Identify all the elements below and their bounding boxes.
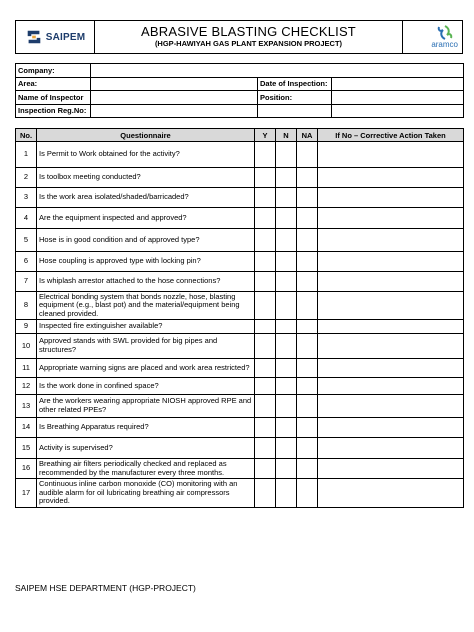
row-question: Are the equipment inspected and approved? [37,208,255,229]
no-checkbox-cell[interactable] [276,395,297,418]
no-checkbox-cell[interactable] [276,320,297,334]
na-checkbox-cell[interactable] [297,188,318,208]
yes-checkbox-cell[interactable] [255,395,276,418]
corrective-action-field[interactable] [318,479,464,508]
row-number: 6 [16,252,37,272]
questionnaire-body [16,142,464,508]
row-question: Electrical bonding system that bonds nozzle, hose, blasting equipment (e.g., blast pot) and the material/equipment being cleaned provided. [37,292,255,320]
corrective-action-field[interactable] [318,229,464,252]
col-y-header: Y [255,129,276,142]
yes-checkbox-cell[interactable] [255,320,276,334]
table-row [16,229,464,252]
inspector-field[interactable] [91,91,258,105]
document-header [15,20,463,54]
yes-checkbox-cell[interactable] [255,168,276,188]
no-checkbox-cell[interactable] [276,168,297,188]
na-checkbox-cell[interactable] [297,272,318,292]
yes-checkbox-cell[interactable] [255,229,276,252]
date-field[interactable] [332,77,464,91]
yes-checkbox-cell[interactable] [255,292,276,320]
row-number: 14 [16,418,37,438]
corrective-action-field[interactable] [318,188,464,208]
no-checkbox-cell[interactable] [276,252,297,272]
na-checkbox-cell[interactable] [297,320,318,334]
corrective-action-field[interactable] [318,334,464,359]
corrective-action-field[interactable] [318,438,464,459]
table-row [16,395,464,418]
corrective-action-field[interactable] [318,252,464,272]
row-number: 1 [16,142,37,168]
table-row [16,320,464,334]
row-number: 15 [16,438,37,459]
no-checkbox-cell[interactable] [276,208,297,229]
row-number: 13 [16,395,37,418]
inspector-row [16,91,464,105]
table-row [16,438,464,459]
title-block [95,21,402,53]
yes-checkbox-cell[interactable] [255,418,276,438]
no-checkbox-cell[interactable] [276,378,297,395]
na-checkbox-cell[interactable] [297,142,318,168]
corrective-action-field[interactable] [318,208,464,229]
row-question: Is whiplash arrestor attached to the hose connections? [37,272,255,292]
company-row [16,64,464,78]
na-checkbox-cell[interactable] [297,479,318,508]
blank-cell [332,104,464,118]
row-question: Inspected fire extinguisher available? [37,320,255,334]
row-number: 17 [16,479,37,508]
reg-field[interactable] [91,104,258,118]
table-row [16,168,464,188]
na-checkbox-cell[interactable] [297,252,318,272]
row-number: 11 [16,359,37,378]
area-field[interactable] [91,77,258,91]
no-checkbox-cell[interactable] [276,359,297,378]
table-row [16,272,464,292]
row-number: 7 [16,272,37,292]
corrective-action-field[interactable] [318,272,464,292]
row-question: Approved stands with SWL provided for big pipes and structures? [37,334,255,359]
row-number: 12 [16,378,37,395]
table-row [16,252,464,272]
company-field[interactable] [91,64,464,78]
yes-checkbox-cell[interactable] [255,438,276,459]
date-label: Date of Inspection: [258,77,332,91]
col-n-header: N [276,129,297,142]
na-checkbox-cell[interactable] [297,395,318,418]
no-checkbox-cell[interactable] [276,272,297,292]
position-label: Position: [258,91,332,105]
row-question: Continuous inline carbon monoxide (CO) monitoring with an audible alarm for oil lubricating breathing air compressors provided. [37,479,255,508]
no-checkbox-cell[interactable] [276,334,297,359]
document-title: ABRASIVE BLASTING CHECKLIST [141,24,356,39]
na-checkbox-cell[interactable] [297,359,318,378]
row-question: Is toolbox meeting conducted? [37,168,255,188]
corrective-action-field[interactable] [318,459,464,479]
no-checkbox-cell[interactable] [276,438,297,459]
row-question: Activity is supervised? [37,438,255,459]
row-number: 2 [16,168,37,188]
yes-checkbox-cell[interactable] [255,142,276,168]
yes-checkbox-cell[interactable] [255,252,276,272]
corrective-action-field[interactable] [318,168,464,188]
col-question-header: Questionnaire [37,129,255,142]
row-question: Is the work done in confined space? [37,378,255,395]
row-question: Is Breathing Apparatus required? [37,418,255,438]
row-number: 5 [16,229,37,252]
row-question: Breathing air filters periodically checked and replaced as recommended by the manufacturer every three months. [37,459,255,479]
col-na-header: NA [297,129,318,142]
na-checkbox-cell[interactable] [297,229,318,252]
row-question: Is the work area isolated/shaded/barricaded? [37,188,255,208]
row-question: Appropriate warning signs are placed and work area restricted? [37,359,255,378]
questionnaire-table [15,128,464,508]
table-row [16,142,464,168]
aramco-logo-text: aramco [431,40,458,49]
na-checkbox-cell[interactable] [297,418,318,438]
yes-checkbox-cell[interactable] [255,334,276,359]
row-number: 10 [16,334,37,359]
saipem-logo [16,21,95,53]
table-row [16,292,464,320]
inspector-label: Name of Inspector [16,91,91,105]
row-question: Hose coupling is approved type with locking pin? [37,252,255,272]
aramco-logo [402,21,462,53]
footer-text: SAIPEM HSE DEPARTMENT (HGP-PROJECT) [15,583,196,593]
corrective-action-field[interactable] [318,320,464,334]
row-number: 9 [16,320,37,334]
table-header-row [16,129,464,142]
no-checkbox-cell[interactable] [276,188,297,208]
position-field[interactable] [332,91,464,105]
corrective-action-field[interactable] [318,418,464,438]
yes-checkbox-cell[interactable] [255,459,276,479]
company-label: Company: [16,64,91,78]
col-action-header: If No – Corrective Action Taken [318,129,464,142]
reg-label: Inspection Reg.No: [16,104,91,118]
corrective-action-field[interactable] [318,378,464,395]
yes-checkbox-cell[interactable] [255,479,276,508]
no-checkbox-cell[interactable] [276,292,297,320]
blank-cell [258,104,332,118]
corrective-action-field[interactable] [318,395,464,418]
table-row [16,188,464,208]
corrective-action-field[interactable] [318,142,464,168]
aramco-logo-icon [434,25,456,40]
area-row [16,77,464,91]
row-number: 3 [16,188,37,208]
area-label: Area: [16,77,91,91]
table-row [16,479,464,508]
table-row [16,378,464,395]
no-checkbox-cell[interactable] [276,229,297,252]
no-checkbox-cell[interactable] [276,479,297,508]
row-question: Hose is in good condition and of approved type? [37,229,255,252]
reg-row [16,104,464,118]
col-no-header: No. [16,129,37,142]
yes-checkbox-cell[interactable] [255,378,276,395]
na-checkbox-cell[interactable] [297,438,318,459]
na-checkbox-cell[interactable] [297,168,318,188]
saipem-logo-icon [25,28,43,46]
no-checkbox-cell[interactable] [276,459,297,479]
row-number: 16 [16,459,37,479]
saipem-logo-text: SAIPEM [45,31,86,43]
na-checkbox-cell[interactable] [297,459,318,479]
table-row [16,459,464,479]
na-checkbox-cell[interactable] [297,378,318,395]
table-row [16,334,464,359]
row-number: 4 [16,208,37,229]
corrective-action-field[interactable] [318,292,464,320]
inspection-info-table [15,63,464,118]
row-question: Are the workers wearing appropriate NIOSH approved RPE and other related PPEs? [37,395,255,418]
na-checkbox-cell[interactable] [297,334,318,359]
document-subtitle: (HGP-HAWIYAH GAS PLANT EXPANSION PROJECT) [154,39,343,48]
table-row [16,208,464,229]
no-checkbox-cell[interactable] [276,142,297,168]
table-row [16,359,464,378]
no-checkbox-cell[interactable] [276,418,297,438]
na-checkbox-cell[interactable] [297,208,318,229]
yes-checkbox-cell[interactable] [255,208,276,229]
corrective-action-field[interactable] [318,359,464,378]
yes-checkbox-cell[interactable] [255,359,276,378]
table-row [16,418,464,438]
yes-checkbox-cell[interactable] [255,272,276,292]
yes-checkbox-cell[interactable] [255,188,276,208]
row-question: Is Permit to Work obtained for the activity? [37,142,255,168]
na-checkbox-cell[interactable] [297,292,318,320]
row-number: 8 [16,292,37,320]
